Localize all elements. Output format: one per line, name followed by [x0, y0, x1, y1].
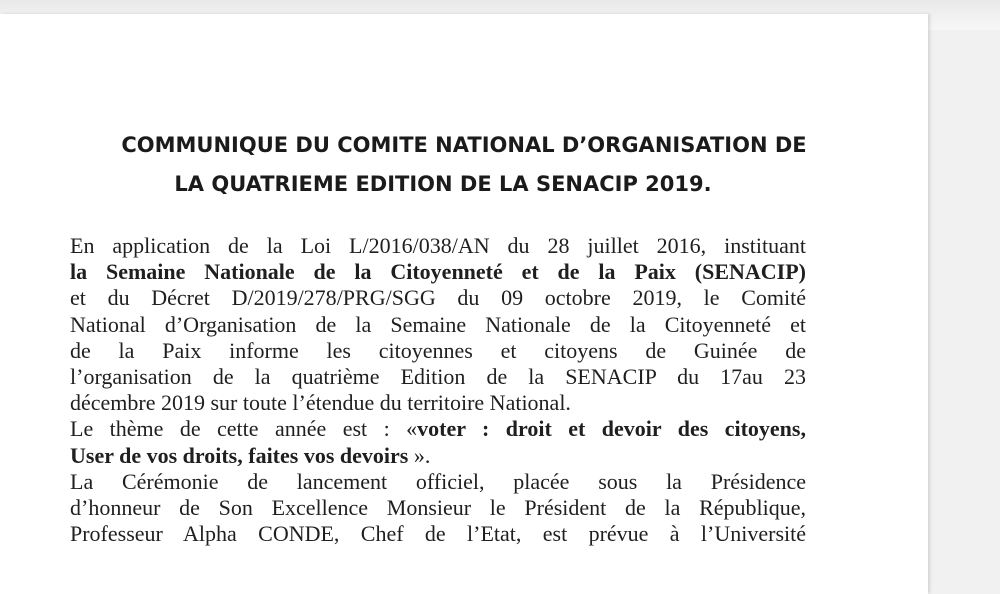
title-line-2: LA QUATRIEME EDITION DE LA SENACIP 2019.: [174, 172, 712, 196]
body-line: Professeur Alpha CONDE, Chef de l’Etat, est prévue à l’Université: [70, 521, 806, 547]
body-line: l’organisation de la quatrième Edition de la SENACIP du 17au 23: [70, 364, 806, 390]
body-line: et du Décret D/2019/278/PRG/SGG du 09 octobre 2019, le Comité: [70, 285, 806, 311]
body-line-bold: [70, 259, 806, 285]
body-line: En application de la Loi L/2016/038/AN du 28 juillet 2016, instituant: [70, 233, 806, 258]
document-body: [70, 233, 806, 547]
document-page: [0, 14, 928, 594]
theme-lead: Le thème de cette année est : «: [70, 416, 418, 442]
senacip-name: la Semaine Nationale de la Citoyenneté et de la Paix (SENACIP): [70, 259, 806, 285]
body-line: La Cérémonie de lancement officiel, placée sous la Présidence: [70, 468, 806, 494]
document-title: [0, 126, 928, 204]
body-line: de la Paix informe les citoyennes et citoyens de Guinée de: [70, 337, 806, 363]
theme-line-2: [70, 443, 806, 469]
theme-line-1: [70, 416, 806, 442]
theme-text-1: voter : droit et devoir des citoyens,: [417, 416, 806, 442]
body-line: décembre 2019 sur toute l’étendue du territoire National.: [70, 390, 571, 416]
body-line: National d’Organisation de la Semaine Nationale de la Citoyenneté et: [70, 311, 806, 337]
theme-text-2: User de vos droits, faites vos devoirs: [70, 442, 409, 468]
theme-close: ».: [408, 442, 431, 468]
body-line: d’honneur de Son Excellence Monsieur le Président de la République,: [70, 495, 806, 521]
title-line-1: COMMUNIQUE DU COMITE NATIONAL D’ORGANISATION DE: [121, 133, 807, 157]
